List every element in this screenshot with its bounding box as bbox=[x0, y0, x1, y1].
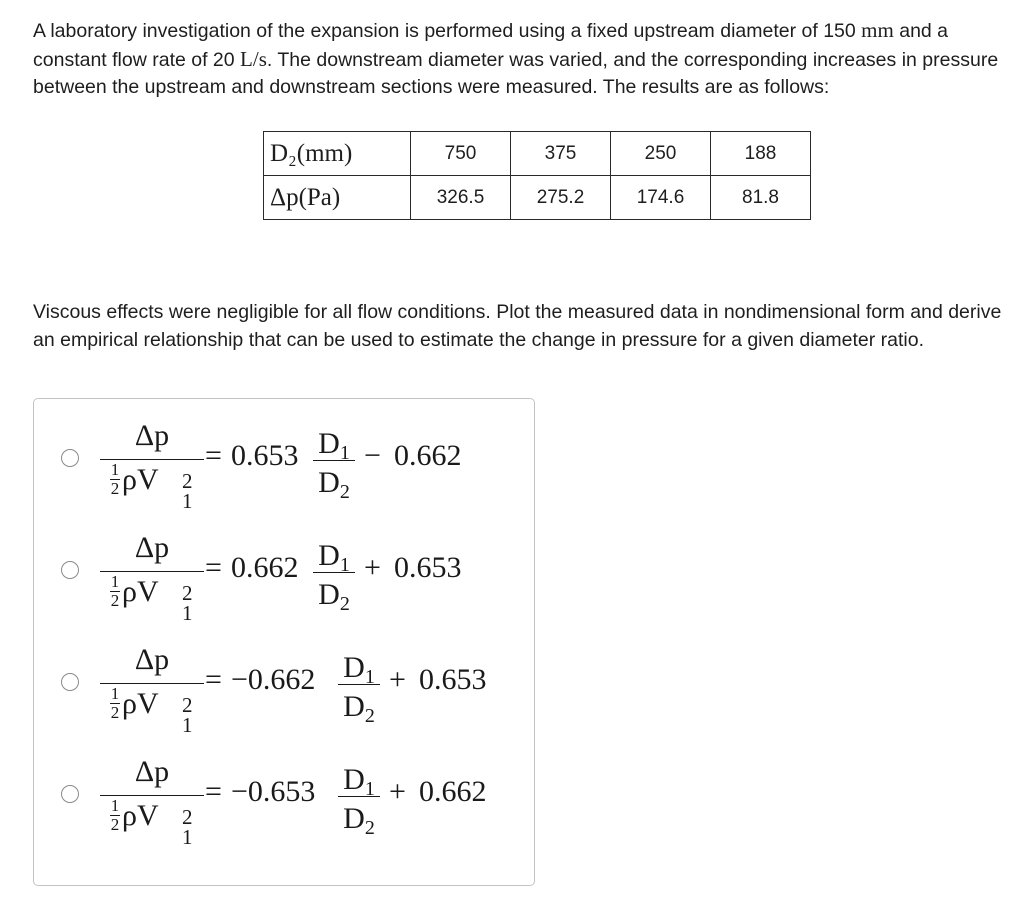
operator: + bbox=[389, 663, 406, 696]
unit-lps: L/s bbox=[240, 46, 267, 71]
half-denominator: 2 bbox=[110, 591, 120, 611]
equals-sign: = bbox=[205, 775, 222, 808]
diameter-ratio bbox=[336, 641, 382, 741]
cell-d2-2: 250 bbox=[611, 132, 711, 176]
velocity-subscript: 1 bbox=[182, 601, 193, 625]
ratio-denominator: $D_2$ bbox=[318, 578, 350, 615]
diameter-ratio bbox=[336, 753, 382, 853]
lhs-denominator bbox=[110, 460, 159, 500]
answer-option-1[interactable] bbox=[34, 417, 534, 517]
velocity-subscript: 1 bbox=[182, 489, 193, 513]
instructions-text: Viscous effects were negligible for all flow conditions. Plot the measured data in nondimensional form and derive an empirical relationship that can be used to estimate the change in pressure for a given diameter ratio. bbox=[33, 301, 1002, 351]
half-numerator: 1 bbox=[110, 684, 120, 704]
coefficient: −0.653 bbox=[231, 775, 316, 808]
rho-v: ρV bbox=[122, 799, 159, 832]
lhs-denominator bbox=[110, 796, 159, 836]
half-numerator: 1 bbox=[110, 572, 120, 592]
unit-mm: mm bbox=[861, 18, 894, 42]
coefficient: 0.653 bbox=[231, 439, 299, 472]
equals-sign: = bbox=[205, 551, 222, 584]
lhs-fraction bbox=[100, 753, 204, 853]
half-denominator: 2 bbox=[110, 815, 120, 835]
ratio-numerator: $D_1$ bbox=[343, 763, 375, 800]
intro-text-1: A laboratory investigation of the expansion is performed using a fixed upstream diameter of 150 bbox=[33, 20, 862, 42]
rho-v: ρV bbox=[122, 463, 159, 496]
ratio-bar bbox=[338, 796, 380, 797]
equals-sign: = bbox=[205, 663, 222, 696]
half-numerator: 1 bbox=[110, 796, 120, 816]
half-denominator: 2 bbox=[110, 479, 120, 499]
answer-option-3[interactable] bbox=[34, 641, 534, 741]
row-label-pressure: Δp(Pa) bbox=[264, 176, 411, 220]
rho-v: ρV bbox=[122, 575, 159, 608]
diameter-ratio bbox=[311, 417, 357, 517]
half-fraction bbox=[110, 797, 120, 833]
ratio-bar bbox=[313, 460, 355, 461]
lhs-denominator bbox=[110, 572, 159, 612]
velocity-subscript: 1 bbox=[182, 713, 193, 737]
ratio-bar bbox=[313, 572, 355, 573]
operator: + bbox=[389, 775, 406, 808]
cell-dp-0: 326.5 bbox=[411, 176, 511, 220]
half-fraction bbox=[110, 573, 120, 609]
velocity-exponent: 2 bbox=[182, 581, 193, 605]
equals-sign: = bbox=[205, 439, 222, 472]
answer-options bbox=[33, 398, 535, 886]
data-table bbox=[263, 131, 811, 220]
table-row-diameter bbox=[264, 132, 811, 176]
ratio-bar bbox=[338, 684, 380, 685]
cell-dp-3: 81.8 bbox=[711, 176, 811, 220]
rho-v: ρV bbox=[122, 687, 159, 720]
velocity-subscript: 1 bbox=[182, 825, 193, 849]
intro-text-3: . The downstream diameter was varied, and the corresponding increases in pressure between the upstream and downstream sections were measured. The results are as follows: bbox=[33, 48, 999, 98]
ratio-numerator: $D_1$ bbox=[318, 427, 350, 464]
ratio-denominator: $D_2$ bbox=[318, 466, 350, 503]
constant: 0.653 bbox=[419, 663, 487, 696]
ratio-numerator: $D_1$ bbox=[343, 651, 375, 688]
operator: + bbox=[364, 551, 381, 584]
diameter-ratio bbox=[311, 529, 357, 629]
half-numerator: 1 bbox=[110, 460, 120, 480]
half-denominator: 2 bbox=[110, 703, 120, 723]
constant: 0.653 bbox=[394, 551, 462, 584]
table-row-pressure bbox=[264, 176, 811, 220]
half-fraction bbox=[110, 685, 120, 721]
lhs-numerator: Δp bbox=[134, 419, 170, 452]
cell-d2-0: 750 bbox=[411, 132, 511, 176]
radio-button[interactable] bbox=[61, 785, 79, 803]
intro-text-2: and a constant flow rate of 20 bbox=[33, 20, 949, 71]
lhs-numerator: Δp bbox=[134, 755, 170, 788]
ratio-denominator: $D_2$ bbox=[343, 802, 375, 839]
operator: − bbox=[364, 439, 381, 472]
cell-d2-1: 375 bbox=[511, 132, 611, 176]
answer-option-4[interactable] bbox=[34, 753, 534, 853]
constant: 0.662 bbox=[419, 775, 487, 808]
problem-statement bbox=[33, 17, 1018, 102]
lhs-numerator: Δp bbox=[134, 531, 170, 564]
velocity-exponent: 2 bbox=[182, 693, 193, 717]
cell-d2-3: 188 bbox=[711, 132, 811, 176]
velocity-exponent: 2 bbox=[182, 805, 193, 829]
lhs-fraction bbox=[100, 417, 204, 517]
ratio-numerator: $D_1$ bbox=[318, 539, 350, 576]
radio-button[interactable] bbox=[61, 673, 79, 691]
cell-dp-1: 275.2 bbox=[511, 176, 611, 220]
radio-button[interactable] bbox=[61, 449, 79, 467]
lhs-numerator: Δp bbox=[134, 643, 170, 676]
answer-option-2[interactable] bbox=[34, 529, 534, 629]
lhs-fraction bbox=[100, 529, 204, 629]
coefficient: 0.662 bbox=[231, 551, 299, 584]
lhs-denominator bbox=[110, 684, 159, 724]
velocity-exponent: 2 bbox=[182, 469, 193, 493]
half-fraction bbox=[110, 461, 120, 497]
constant: 0.662 bbox=[394, 439, 462, 472]
cell-dp-2: 174.6 bbox=[611, 176, 711, 220]
coefficient: −0.662 bbox=[231, 663, 316, 696]
radio-button[interactable] bbox=[61, 561, 79, 579]
row-label-diameter: D₂(mm) bbox=[264, 132, 411, 176]
lhs-fraction bbox=[100, 641, 204, 741]
ratio-denominator: $D_2$ bbox=[343, 690, 375, 727]
